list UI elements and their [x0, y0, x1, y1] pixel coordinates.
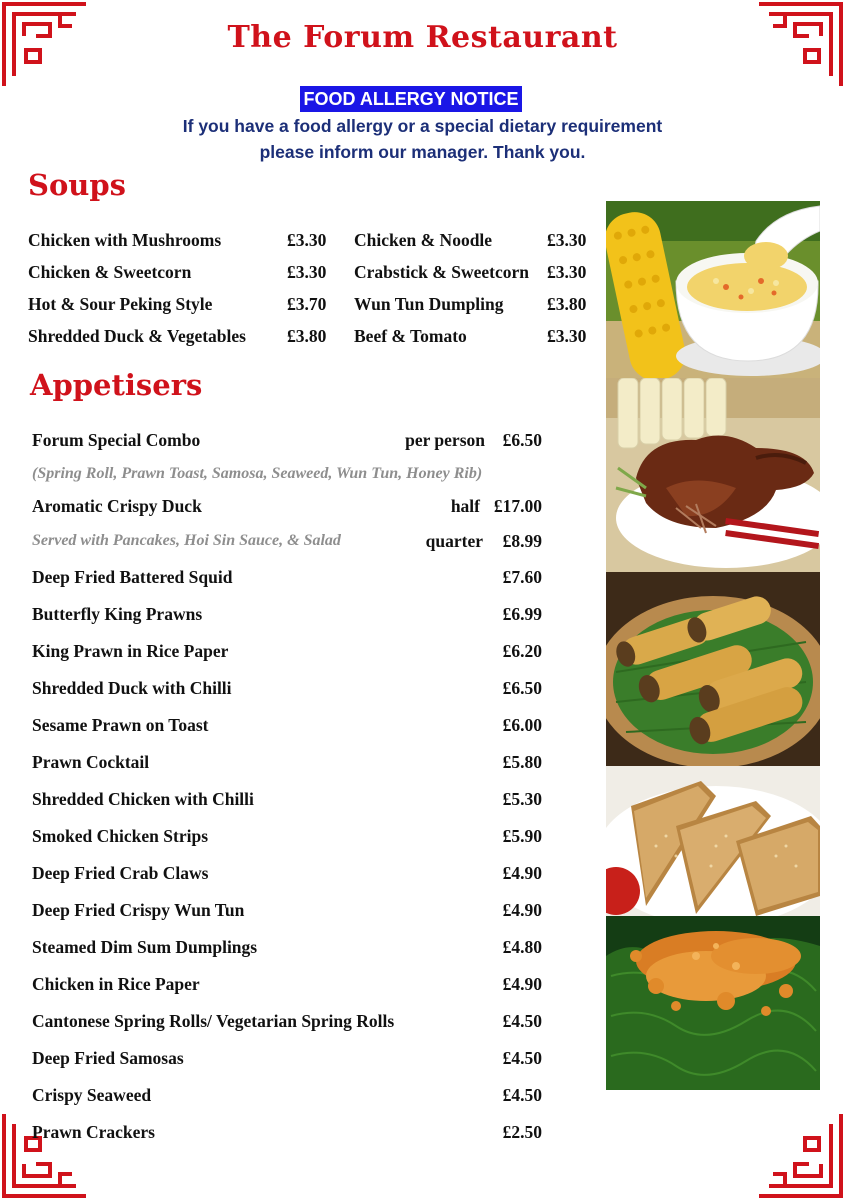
item-name: Shredded Duck with Chilli: [32, 678, 232, 698]
item-name: Chicken in Rice Paper: [32, 974, 200, 994]
list-item: [32, 892, 547, 929]
soup-name: Chicken with Mushrooms: [28, 229, 222, 250]
soup-name: Shredded Duck & Vegetables: [28, 325, 246, 346]
soup-name: Hot & Sour Peking Style: [28, 293, 213, 314]
item-name: Shredded Chicken with Chilli: [32, 789, 254, 809]
soups-heading: Soups: [28, 168, 126, 202]
item-name: Aromatic Crispy Duck: [32, 496, 202, 516]
list-item: [32, 1040, 547, 1077]
item-price: £7.60: [502, 567, 542, 587]
item-price: £6.20: [502, 641, 542, 661]
item-price: £8.99: [502, 530, 542, 551]
item-price: £5.30: [502, 789, 542, 809]
item-price: £6.50: [502, 678, 542, 698]
item-price: £5.80: [502, 752, 542, 772]
list-item: [32, 707, 547, 744]
list-item: [32, 966, 547, 1003]
item-name: Prawn Cocktail: [32, 752, 150, 772]
list-item: [32, 744, 547, 781]
list-item: [32, 457, 547, 490]
item-price: £2.50: [502, 1122, 542, 1142]
item-price: £4.80: [502, 937, 542, 957]
soup-price: £3.80: [547, 293, 587, 314]
prawn-toast-photo: [606, 766, 820, 916]
soup-price: £3.70: [287, 293, 327, 314]
item-name: Deep Fried Battered Squid: [32, 567, 233, 587]
list-item: [32, 1114, 547, 1151]
list-item: [32, 1077, 547, 1114]
soup-price: £3.30: [547, 325, 587, 346]
list-item: [32, 855, 547, 892]
list-item: [32, 818, 547, 855]
item-name: Cantonese Spring Rolls/ Vegetarian Spring Rolls: [32, 1011, 395, 1031]
appetisers-heading: Appetisers: [30, 368, 203, 402]
allergy-notice-line: If you have a food allergy or a special dietary requirement: [182, 116, 663, 136]
allergy-notice-heading: FOOD ALLERGY NOTICE: [300, 86, 522, 112]
item-name: Butterfly King Prawns: [32, 604, 203, 624]
soup-name: Beef & Tomato: [354, 325, 467, 346]
corner-ornament-icon: [755, 1110, 845, 1200]
list-item: [32, 781, 547, 818]
item-name: Deep Fried Samosas: [32, 1048, 184, 1068]
item-qualifier: half: [450, 496, 480, 516]
allergy-notice-line: please inform our manager. Thank you.: [259, 142, 586, 162]
soup-name: Chicken & Sweetcorn: [28, 261, 192, 282]
soup-price: £3.30: [287, 229, 327, 250]
list-item: [28, 288, 598, 320]
item-name: Deep Fried Crispy Wun Tun: [32, 900, 245, 920]
list-item: [28, 320, 598, 352]
list-item: [28, 256, 598, 288]
item-name: Prawn Crackers: [32, 1122, 155, 1142]
item-name: Smoked Chicken Strips: [32, 826, 209, 846]
item-price: £4.50: [502, 1048, 542, 1068]
appetisers-list: [32, 424, 547, 1151]
spring-rolls-photo: [606, 572, 820, 766]
item-name: Deep Fried Crab Claws: [32, 863, 209, 883]
item-name: Steamed Dim Sum Dumplings: [32, 937, 258, 957]
soup-name: Chicken & Noodle: [354, 229, 493, 250]
list-item: [28, 224, 598, 256]
soup-photo: [606, 201, 820, 378]
soup-price: £3.80: [287, 325, 327, 346]
item-price: £17.00: [493, 496, 542, 516]
item-price: £5.90: [502, 826, 542, 846]
item-price: £4.90: [502, 900, 542, 920]
soup-price: £3.30: [287, 261, 327, 282]
item-price: £6.50: [502, 430, 542, 450]
soups-list: [28, 224, 598, 352]
list-item: [32, 670, 547, 707]
soup-name: Wun Tun Dumpling: [354, 293, 504, 314]
item-name: King Prawn in Rice Paper: [32, 641, 229, 661]
list-item: [32, 490, 547, 523]
list-item: [32, 523, 547, 559]
restaurant-title: The Forum Restaurant: [227, 20, 618, 55]
item-description: Served with Pancakes, Hoi Sin Sauce, & Salad: [32, 532, 341, 549]
item-price: £6.00: [502, 715, 542, 735]
item-description: (Spring Roll, Prawn Toast, Samosa, Seaweed, Wun Tun, Honey Rib): [32, 464, 483, 482]
crispy-seaweed-photo: [606, 916, 820, 1090]
item-name: Crispy Seaweed: [32, 1085, 152, 1105]
crispy-duck-photo: [606, 378, 820, 572]
soup-price: £3.30: [547, 229, 587, 250]
list-item: [32, 1003, 547, 1040]
allergy-notice-text: [0, 113, 845, 165]
list-item: [32, 596, 547, 633]
item-price: £6.99: [502, 604, 542, 624]
soup-name: Crabstick & Sweetcorn: [354, 261, 529, 282]
soup-price: £3.30: [547, 261, 587, 282]
item-qualifier: per person: [405, 430, 485, 450]
item-name: Sesame Prawn on Toast: [32, 715, 209, 735]
item-price: £4.90: [502, 974, 542, 994]
item-price: £4.90: [502, 863, 542, 883]
list-item: [32, 424, 547, 457]
list-item: [32, 633, 547, 670]
list-item: [32, 929, 547, 966]
item-price: £4.50: [502, 1011, 542, 1031]
food-photos-column: [606, 201, 820, 1090]
list-item: [32, 559, 547, 596]
item-name: Forum Special Combo: [32, 430, 201, 450]
item-qualifier: quarter: [425, 530, 483, 551]
item-price: £4.50: [502, 1085, 542, 1105]
